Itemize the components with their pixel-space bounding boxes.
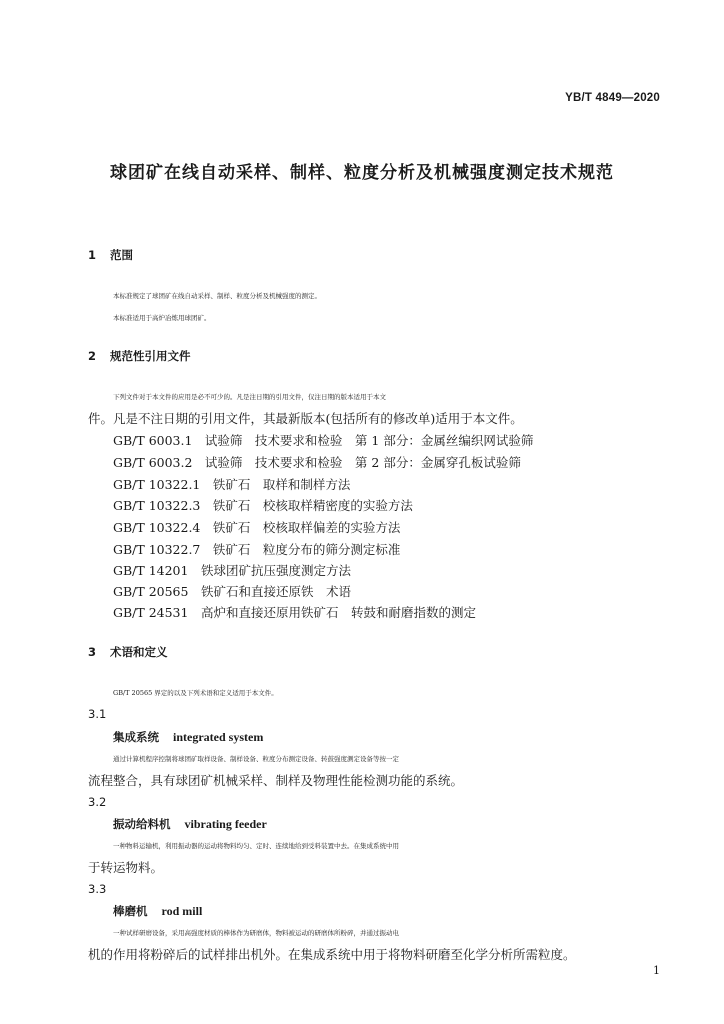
definition-line: 通过计算机程序控制将球团矿取样设备、制样设备、粒度分布测定设备、转鼓强度测定设备等按一定 <box>113 755 399 763</box>
paragraph-line: 下列文件对于本文件的应用是必不可少的。凡是注日期的引用文件，仅注日期的版本适用于本文 <box>113 393 386 401</box>
term-number: 3.3 <box>88 882 107 896</box>
reference-item: GB/T 10322.7 铁矿石 粒度分布的筛分测定标准 <box>113 542 401 557</box>
section-number: 1 <box>88 248 97 262</box>
section-title: 范围 <box>110 248 133 262</box>
reference-item: GB/T 6003.2 试验筛 技术要求和检验 第 2 部分：金属穿孔板试验筛 <box>113 455 521 470</box>
term-zh: 棒磨机 <box>113 904 148 918</box>
paragraph-line: 件。凡是不注日期的引用文件，其最新版本(包括所有的修改单)适用于本文件。 <box>88 411 523 426</box>
section-title: 规范性引用文件 <box>110 349 191 363</box>
section-1-heading <box>88 247 133 263</box>
paragraph: 本标准规定了球团矿在线自动采样、制样、粒度分析及机械强度的测定。 <box>113 292 321 300</box>
paragraph: GB/T 20565 界定的以及下列术语和定义适用于本文件。 <box>113 689 278 697</box>
section-3-heading <box>88 644 168 660</box>
term-zh: 振动给料机 <box>113 817 171 831</box>
term-zh: 集成系统 <box>113 730 159 744</box>
definition-line: 一种试样研磨设备，采用高强度材质的棒体作为研磨体，物料被运动的研磨体所粉碎，并通过振动电 <box>113 929 399 937</box>
reference-item: GB/T 20565 铁矿石和直接还原铁 术语 <box>113 584 351 599</box>
term-heading <box>113 816 267 832</box>
definition-line: 于转运物料。 <box>88 860 164 875</box>
definition-line: 机的作用将粉碎后的试样排出机外。在集成系统中用于将物料研磨至化学分析所需粒度。 <box>88 947 576 962</box>
reference-item: GB/T 10322.1 铁矿石 取样和制样方法 <box>113 477 351 492</box>
reference-item: GB/T 10322.3 铁矿石 校核取样精密度的实验方法 <box>113 498 413 513</box>
definition-line: 流程整合，具有球团矿机械采样、制样及物理性能检测功能的系统。 <box>88 773 464 788</box>
term-heading <box>113 903 202 919</box>
section-title: 术语和定义 <box>110 645 168 659</box>
term-en: vibrating feeder <box>184 817 267 831</box>
term-number: 3.2 <box>88 795 107 809</box>
term-number: 3.1 <box>88 707 107 721</box>
standard-code: YB/T 4849—2020 <box>565 92 660 104</box>
section-number: 3 <box>88 645 97 659</box>
section-2-heading <box>88 348 191 364</box>
page-number: 1 <box>653 964 660 977</box>
reference-item: GB/T 6003.1 试验筛 技术要求和检验 第 1 部分：金属丝编织网试验筛 <box>113 433 534 448</box>
document-title: 球团矿在线自动采样、制样、粒度分析及机械强度测定技术规范 <box>110 163 614 183</box>
term-en: integrated system <box>173 730 264 744</box>
term-en: rod mill <box>161 904 203 918</box>
term-heading <box>113 729 263 745</box>
reference-item: GB/T 14201 铁球团矿抗压强度测定方法 <box>113 563 351 578</box>
paragraph: 本标准适用于高炉冶炼用球团矿。 <box>113 314 211 322</box>
reference-item: GB/T 24531 高炉和直接还原用铁矿石 转鼓和耐磨指数的测定 <box>113 605 476 620</box>
reference-item: GB/T 10322.4 铁矿石 校核取样偏差的实验方法 <box>113 520 401 535</box>
section-number: 2 <box>88 349 97 363</box>
definition-line: 一种物料运输机，利用振动器的运动将物料均匀、定时、连续地给到受料装置中去。在集成系统中用 <box>113 842 399 850</box>
